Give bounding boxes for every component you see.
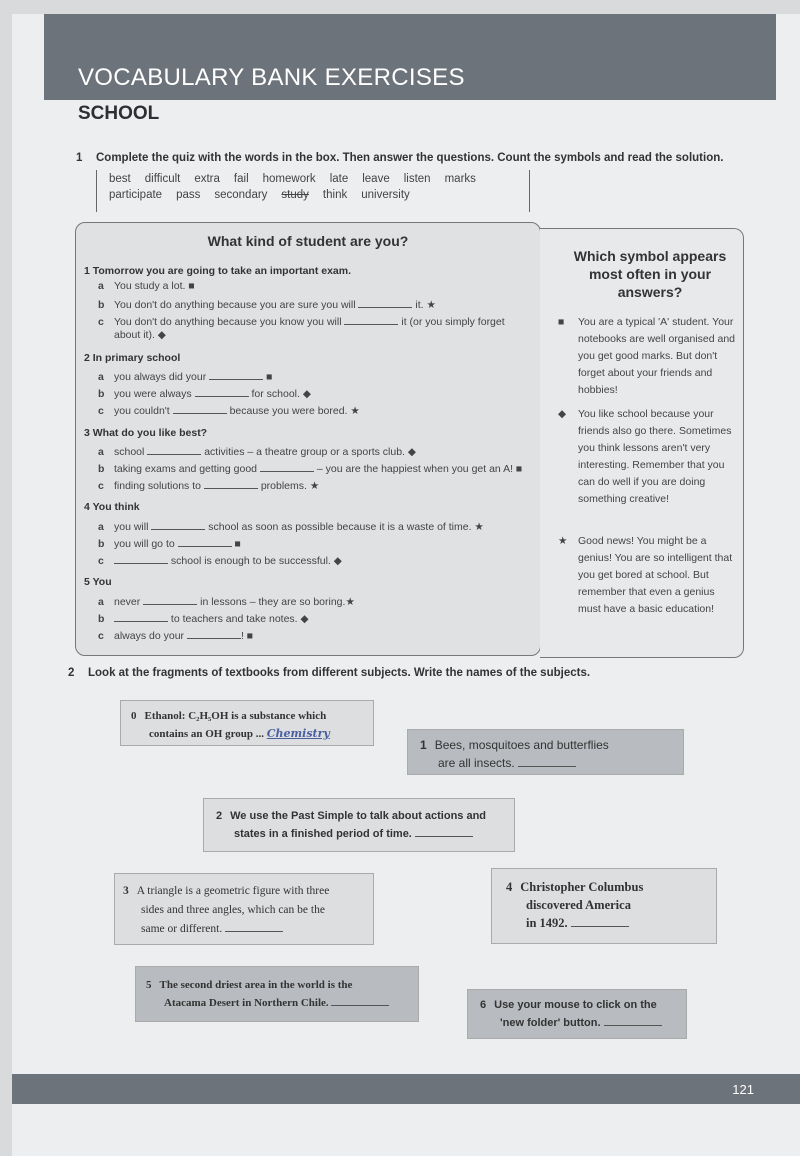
word: university	[361, 189, 410, 201]
option-3b: b taking exams and getting good – you are the happiest when you get an A! ■	[98, 463, 523, 475]
option-text: you will	[114, 521, 149, 533]
quiz-panel	[75, 222, 541, 656]
fragment-text: same or different.	[141, 923, 223, 935]
option-text: problems. ★	[260, 480, 320, 492]
question-4: 4 You think	[84, 501, 140, 513]
answer-blank[interactable]	[143, 594, 197, 605]
fragment-text: Use your mouse to click on the	[494, 999, 657, 1011]
option-text: always do your	[114, 630, 185, 642]
fragment-number: 1	[420, 738, 427, 752]
question-5: 5 You	[84, 576, 112, 588]
answer-blank[interactable]	[331, 995, 389, 1006]
word: pass	[176, 189, 201, 201]
fragment-number: 3	[123, 885, 129, 897]
word: listen	[403, 173, 431, 185]
option-2b: b you were always for school. ◆	[98, 388, 311, 400]
fragment-text: states in a finished period of time.	[234, 828, 412, 840]
word: best	[109, 173, 131, 185]
answer-blank[interactable]	[209, 369, 263, 380]
section-title: SCHOOL	[78, 103, 160, 124]
word-row-2	[109, 189, 424, 201]
option-text: for school. ◆	[251, 388, 311, 400]
option-1b: b You don't do anything because you are sure you will it. ★	[98, 299, 436, 311]
answer-blank[interactable]	[147, 444, 201, 455]
option-text: school as soon as possible because it is a waste of time. ★	[208, 521, 484, 533]
instruction-text: Complete the quiz with the words in the box. Then answer the questions. Count the symbols and read the solution.	[96, 152, 724, 164]
option-text: you were always	[114, 388, 192, 400]
option-text: school is enough to be successful. ◆	[170, 555, 342, 567]
answer-blank[interactable]	[571, 916, 629, 927]
answer-blank[interactable]	[260, 461, 314, 472]
option-1c-cont: about it). ◆	[114, 329, 166, 341]
solution-text: You like school because your friends also go there. Sometimes you think lessons aren't very interesting. Remember that you can do well if you are doing something creative!	[578, 408, 732, 505]
answer-blank[interactable]	[358, 297, 412, 308]
quiz-title: What kind of student are you?	[207, 233, 409, 249]
page-title: VOCABULARY BANK EXERCISES	[78, 64, 465, 91]
answer-blank[interactable]	[114, 553, 168, 564]
option-1c: c You don't do anything because you know you will it (or you simply forget	[98, 316, 505, 328]
option-text: ! ■	[240, 630, 254, 642]
option-text: it. ★	[415, 299, 436, 311]
exercise-2-instruction	[68, 667, 590, 679]
fragment-3	[114, 873, 374, 945]
option-text: to teachers and take notes. ◆	[170, 613, 309, 625]
option-3a: a school activities – a theatre group or a sports club. ◆	[98, 446, 416, 458]
exercise-number: 2	[68, 667, 75, 679]
word-box	[96, 170, 530, 212]
title-banner	[44, 14, 776, 100]
option-text: never	[114, 596, 141, 608]
word: marks	[444, 173, 476, 185]
word: fail	[233, 173, 249, 185]
fragment-6	[467, 989, 687, 1039]
question-2: 2 In primary school	[84, 352, 181, 364]
option-4b: b you will go to ■	[98, 538, 241, 550]
word: late	[329, 173, 349, 185]
word: secondary	[214, 189, 268, 201]
fragment-1	[407, 729, 684, 775]
fragment-4	[491, 868, 717, 944]
option-text: – you are the happiest when you get an A! ■	[316, 463, 523, 475]
answer-blank[interactable]	[344, 314, 398, 325]
word: participate	[109, 189, 163, 201]
option-text: you couldn't	[114, 405, 170, 417]
option-text: school	[114, 446, 145, 458]
option-text: activities – a theatre group or a sports club. ◆	[204, 446, 416, 458]
option-text: you will go to	[114, 538, 175, 550]
fragment-number: 5	[146, 979, 152, 991]
question-1: 1 Tomorrow you are going to take an important exam.	[84, 265, 352, 277]
answer-blank[interactable]	[195, 386, 249, 397]
solution-star	[558, 533, 738, 635]
fragment-text: contains an OH group ...	[149, 728, 265, 740]
option-text: You don't do anything because you are sure you will	[114, 299, 356, 311]
question-3: 3 What do you like best?	[84, 427, 208, 439]
option-text: ■	[266, 371, 273, 383]
option-text: taking exams and getting good	[114, 463, 258, 475]
option-1a: a You study a lot. ■	[98, 280, 195, 292]
fragment-text: Bees, mosquitoes and butterflies	[434, 738, 609, 752]
fragment-text: in 1492.	[526, 916, 568, 930]
fragment-text: Atacama Desert in Northern Chile.	[164, 997, 329, 1009]
solution-panel	[540, 228, 744, 658]
option-4c: c school is enough to be successful. ◆	[98, 555, 342, 567]
option-text: ■	[234, 538, 241, 550]
option-5b: b to teachers and take notes. ◆	[98, 613, 309, 625]
exercise-1-instruction	[76, 152, 723, 164]
option-4a: a you will school as soon as possible because it is a waste of time. ★	[98, 521, 484, 533]
fragment-2	[203, 798, 515, 852]
option-text: it (or you simply forget	[401, 316, 505, 328]
option-text: You study a lot. ■	[114, 280, 195, 292]
solution-diamond	[558, 406, 738, 524]
answer-blank[interactable]	[604, 1015, 662, 1026]
option-text: finding solutions to	[114, 480, 201, 492]
answer-blank[interactable]	[151, 519, 205, 530]
fragment-text: sides and three angles, which can be the	[141, 904, 325, 916]
answer-blank[interactable]	[173, 403, 227, 414]
fragment-5	[135, 966, 419, 1022]
fragment-text: A triangle is a geometric figure with three	[136, 885, 330, 897]
answer-blank[interactable]	[225, 921, 283, 932]
fragment-text: discovered America	[526, 898, 631, 912]
answer-blank[interactable]	[204, 478, 258, 489]
word-used: study	[281, 189, 309, 201]
answer-blank[interactable]	[187, 628, 241, 639]
answer-blank[interactable]	[415, 826, 473, 837]
footer-bar	[12, 1074, 800, 1104]
word-row-1	[109, 173, 490, 185]
option-3c: c finding solutions to problems. ★	[98, 480, 320, 492]
option-text: You don't do anything because you know you will	[114, 316, 342, 328]
square-icon: ■	[558, 316, 565, 328]
word: extra	[194, 173, 220, 185]
word: leave	[362, 173, 390, 185]
option-text: because you were bored. ★	[229, 405, 360, 417]
fragment-number: 4	[506, 880, 513, 894]
fragment-text: The second driest area in the world is the	[159, 979, 353, 991]
option-5c: c always do your ! ■	[98, 630, 254, 642]
fragment-0	[120, 700, 374, 746]
option-5a: a never in lessons – they are so boring.★	[98, 596, 355, 608]
word: homework	[262, 173, 316, 185]
solution-text: Good news! You might be a genius! You are so intelligent that you get bored at school. But remember that even a genius must have a basic education!	[578, 535, 733, 615]
fragment-text: are all insects.	[438, 756, 515, 770]
exercise-number: 1	[76, 152, 83, 164]
option-2c: c you couldn't because you were bored. ★	[98, 405, 360, 417]
page-number: 121	[732, 1082, 754, 1097]
option-text: in lessons – they are so boring.★	[200, 596, 355, 608]
word: think	[322, 189, 348, 201]
option-text: you always did your	[114, 371, 207, 383]
solution-square	[558, 314, 738, 398]
solution-text: You are a typical 'A' student. Your notebooks are well organised and you get good marks. But don't forget about your friends and hobbies!	[578, 316, 736, 396]
fragment-text: 'new folder' button.	[500, 1017, 601, 1029]
fragment-number: 2	[216, 810, 223, 822]
fragment-text: Christopher Columbus	[520, 880, 644, 894]
word: difficult	[144, 173, 181, 185]
instruction-text: Look at the fragments of textbooks from different subjects. Write the names of the subjects.	[88, 667, 591, 679]
fragment-text: Ethanol: C₂H₅OH is a substance which	[144, 710, 327, 722]
star-icon: ★	[558, 535, 568, 547]
answer-blank[interactable]	[518, 756, 576, 767]
fragment-number: 0	[131, 710, 137, 722]
fragment-number: 6	[480, 999, 487, 1011]
diamond-icon: ◆	[558, 408, 567, 420]
answer-blank[interactable]	[178, 536, 232, 547]
option-2a: a you always did your ■	[98, 371, 273, 383]
fragment-text: We use the Past Simple to talk about actions and	[230, 810, 487, 822]
answer-blank[interactable]	[114, 611, 168, 622]
solution-title: Which symbol appears most often in your answers?	[573, 248, 727, 300]
example-answer: Chemistry	[266, 727, 330, 740]
